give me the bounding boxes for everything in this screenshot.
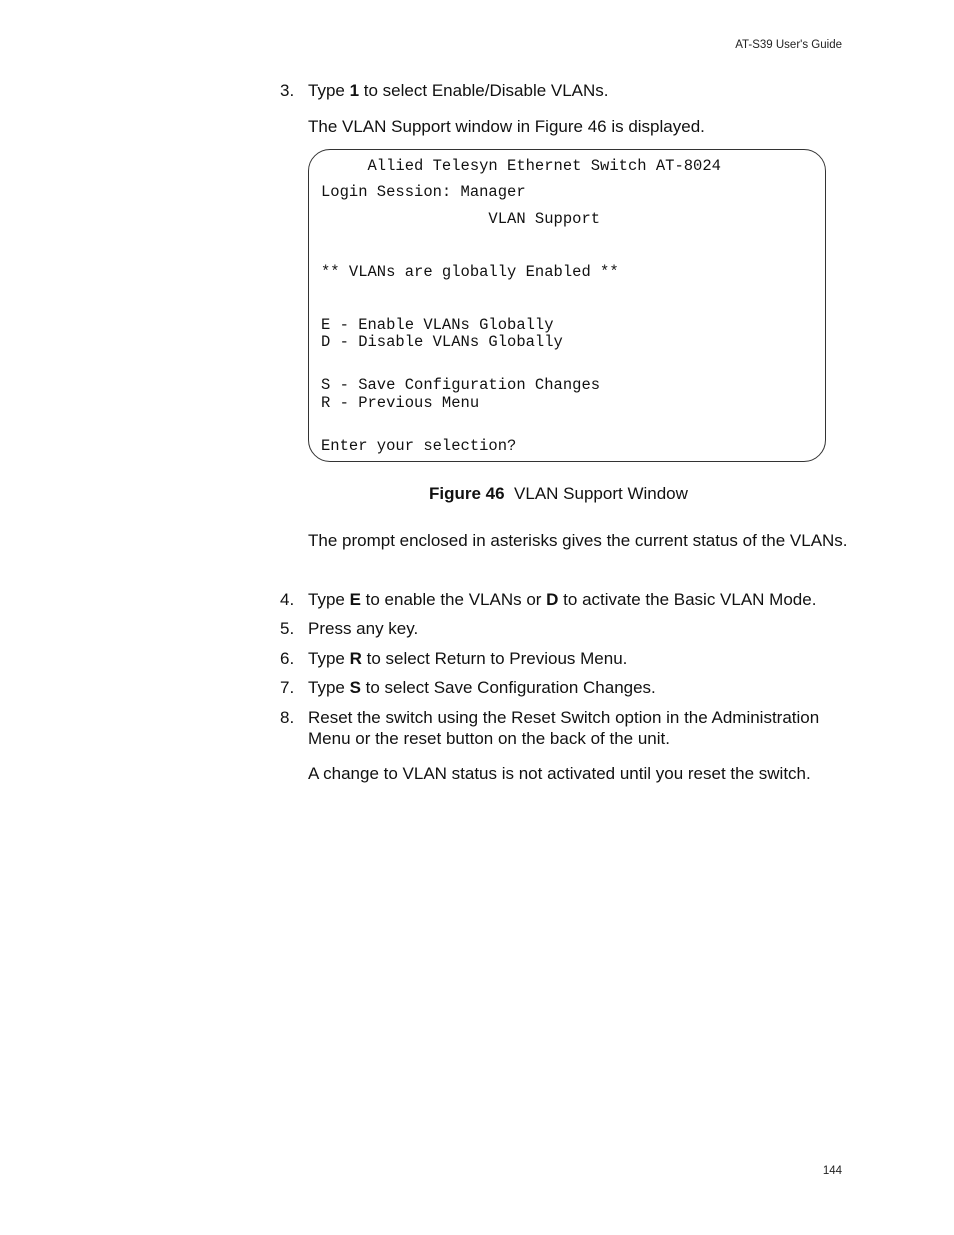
step-5 [280, 618, 850, 639]
step-3 [280, 80, 850, 101]
key-label: 1 [349, 81, 360, 100]
step-number: 3. [280, 81, 295, 100]
key-label: D [546, 590, 559, 609]
running-header: AT-S39 User's Guide [735, 39, 842, 51]
figure-label: Figure 46 [429, 484, 505, 503]
step-number: 8. [280, 708, 295, 727]
step-text: Type E to enable the VLANs or D to activate the Basic VLAN Mode. [308, 590, 817, 609]
terminal-prompt: Enter your selection? [321, 437, 517, 455]
step-7 [280, 677, 850, 698]
key-label: S [349, 678, 361, 697]
step-text: Type S to select Save Configuration Changes. [308, 678, 656, 697]
step-number: 6. [280, 649, 295, 668]
terminal-option-disable: D - Disable VLANs Globally [321, 333, 563, 351]
key-label: R [349, 649, 362, 668]
terminal-option-previous: R - Previous Menu [321, 394, 480, 412]
step-4 [280, 589, 850, 610]
terminal-line-menu-name: VLAN Support [321, 210, 601, 228]
step-text: Type 1 to select Enable/Disable VLANs. [308, 81, 609, 100]
paragraph-window-displayed: The VLAN Support window in Figure 46 is displayed. [308, 117, 705, 136]
figure-caption: Figure 46 VLAN Support Window [429, 484, 688, 503]
terminal-line-session: Login Session: Manager [321, 183, 526, 201]
step-8 [280, 707, 850, 749]
step-text: Type R to select Return to Previous Menu. [308, 649, 628, 668]
step-number: 5. [280, 619, 295, 638]
terminal-line-title: Allied Telesyn Ethernet Switch AT-8024 [321, 157, 721, 175]
paragraph-final-note: A change to VLAN status is not activated until you reset the switch. [308, 764, 811, 783]
page-number: 144 [822, 1165, 842, 1177]
step-number: 4. [280, 590, 295, 609]
terminal-option-enable: E - Enable VLANs Globally [321, 316, 554, 334]
terminal-option-save: S - Save Configuration Changes [321, 376, 601, 394]
step-6 [280, 648, 850, 669]
step-number: 7. [280, 678, 295, 697]
terminal-line-status: ** VLANs are globally Enabled ** [321, 263, 619, 281]
step-text: Reset the switch using the Reset Switch option in the Administration Menu or the reset button on the back of the unit. [308, 708, 820, 748]
terminal-window [308, 149, 826, 462]
step-text: Press any key. [308, 619, 419, 638]
key-label: E [349, 590, 361, 609]
paragraph-prompt-status: The prompt enclosed in asterisks gives the current status of the VLANs. [308, 531, 848, 550]
